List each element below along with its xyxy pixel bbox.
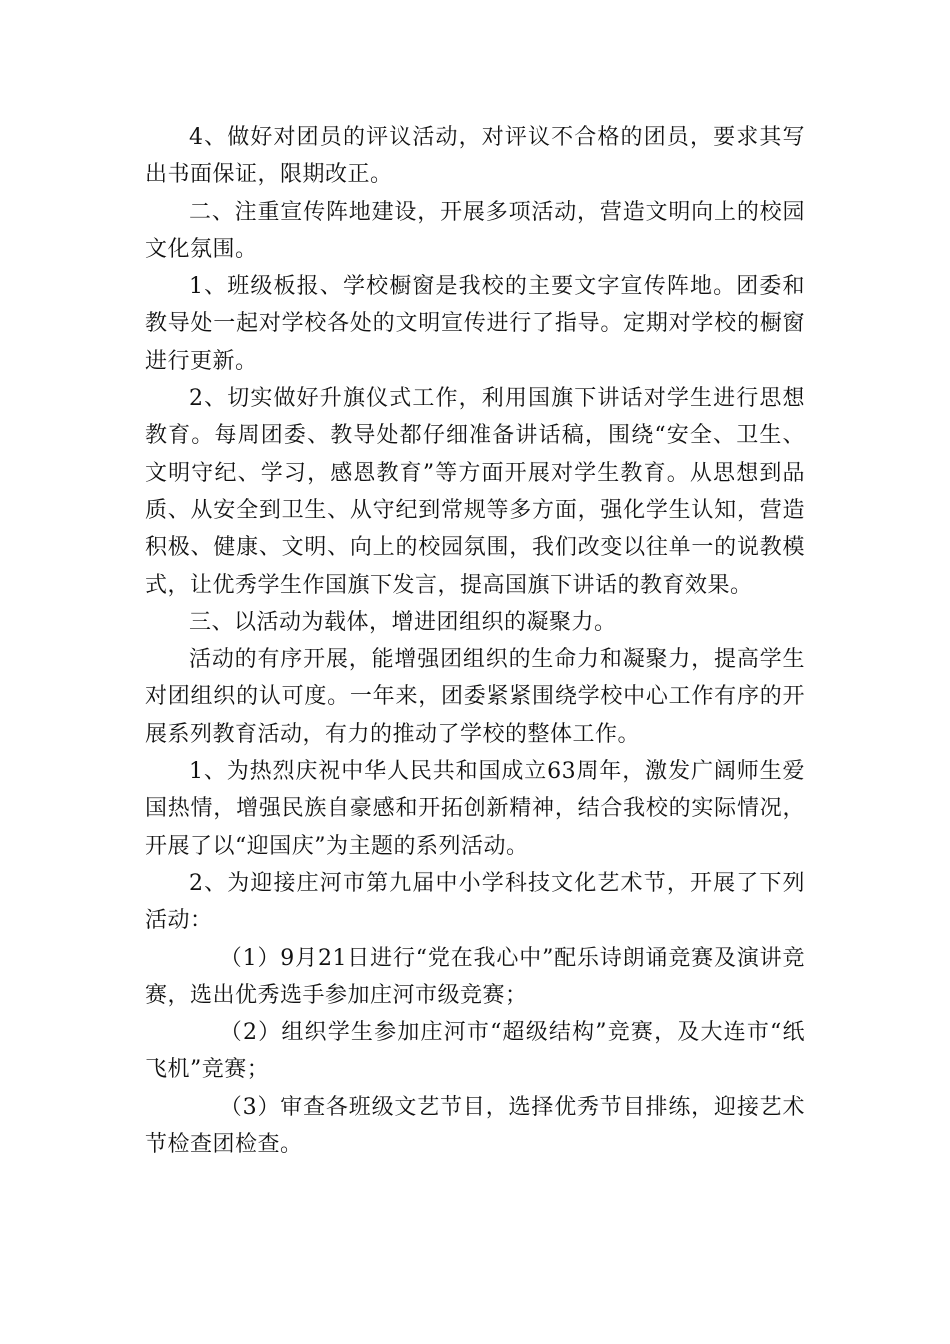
list-item-program-review: （3）审查各班级文艺节目，选择优秀节目排练，迎接艺术节检查团检查。	[145, 1094, 805, 1158]
paragraph-art-festival: 2、为迎接庄河市第九届中小学科技文化艺术节，开展了下列活动：	[145, 870, 805, 934]
paragraph-activities-overview: 活动的有序开展，能增强团组织的生命力和凝聚力，提高学生对团组织的认可度。一年来，团委紧紧围绕学校中心工作有序的开展系列教育活动，有力的推动了学校的整体工作。	[145, 647, 805, 747]
paragraph-national-day: 1、为热烈庆祝中华人民共和国成立63周年，激发广阔师生爱国热情，增强民族自豪感和开拓创新精神，结合我校的实际情况，开展了以“迎国庆”为主题的系列活动。	[145, 759, 805, 859]
paragraph-blackboard-windows: 1、班级板报、学校橱窗是我校的主要文字宣传阵地。团委和教导处一起对学校各处的文明宣传进行了指导。定期对学校的橱窗进行更新。	[145, 274, 805, 374]
document-body	[145, 119, 805, 1163]
section-heading-activities: 三、以活动为载体，增进团组织的凝聚力。	[189, 609, 617, 635]
list-item-poetry-contest: （1）9月21日进行“党在我心中”配乐诗朗诵竞赛及演讲竞赛，选出优秀选手参加庄河市级竞赛；	[145, 945, 805, 1008]
paragraph-review-members: 4、做好对团员的评议活动，对评议不合格的团员，要求其写出书面保证，限期改正。	[145, 125, 805, 188]
section-heading-publicity: 二、注重宣传阵地建设，开展多项活动，营造文明向上的校园文化氛围。	[145, 199, 805, 262]
list-item-structure-contest: （2）组织学生参加庄河市“超级结构”竞赛，及大连市“纸飞机”竞赛；	[145, 1020, 805, 1083]
paragraph-flag-ceremony: 2、切实做好升旗仪式工作，利用国旗下讲话对学生进行思想教育。每周团委、教导处都仔细准备讲话稿，围绕“安全、卫生、文明守纪、学习，感恩教育”等方面开展对学生教育。从思想到品质、从安全到卫生、从守纪到常规等多方面，强化学生认知，营造积极、健康、文明、向上的校园氛围，我们改变以往单一的说教模式，让优秀学生作国旗下发言，提高国旗下讲话的教育效果。	[145, 386, 805, 598]
